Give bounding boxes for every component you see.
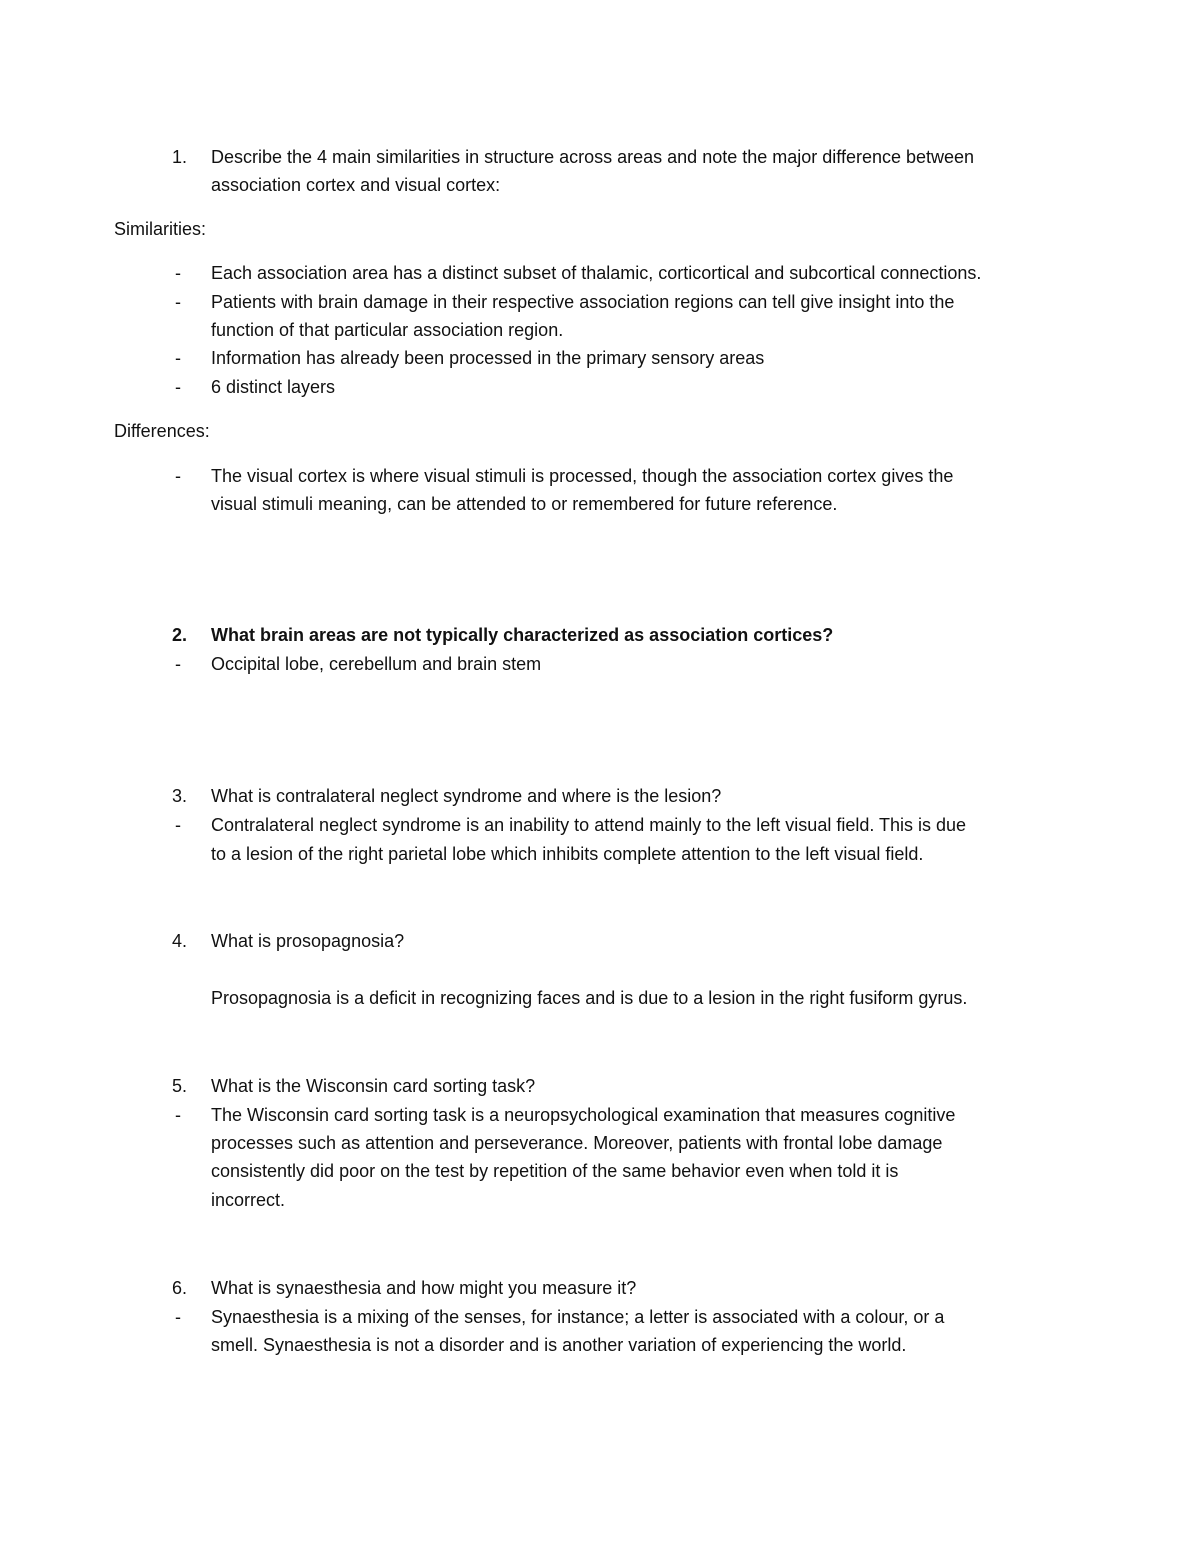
similarity-item-4: 6 distinct layers — [211, 377, 336, 397]
q5-answer-line4: incorrect. — [211, 1190, 286, 1210]
q5-answer-line2: processes such as attention and perseverance. Moreover, patients with frontal lobe damage — [211, 1133, 943, 1153]
list-item-dash: - — [175, 466, 181, 486]
difference-item-1-line1: The visual cortex is where visual stimuli is processed, though the association cortex gives the — [211, 466, 954, 486]
q3-number: 3. — [172, 786, 188, 806]
list-item-dash: - — [175, 1307, 181, 1327]
q6-number: 6. — [172, 1278, 188, 1298]
q4-question: What is prosopagnosia? — [211, 931, 405, 951]
similarity-item-2-line1: Patients with brain damage in their respective association regions can tell give insight into the — [211, 292, 955, 312]
q6-answer-line2: smell. Synaesthesia is not a disorder and is another variation of experiencing the world. — [211, 1335, 907, 1355]
q5-answer-line3: consistently did poor on the test by repetition of the same behavior even when told it is — [211, 1161, 899, 1181]
similarities-heading: Similarities: — [114, 219, 207, 239]
similarity-item-2-line2: function of that particular association region. — [211, 320, 564, 340]
differences-heading: Differences: — [114, 421, 210, 441]
q4-number: 4. — [172, 931, 188, 951]
q5-answer-line1: The Wisconsin card sorting task is a neuropsychological examination that measures cognitive — [211, 1105, 956, 1125]
q2-number: 2. — [172, 625, 188, 645]
list-item-dash: - — [175, 815, 181, 835]
q6-question: What is synaesthesia and how might you measure it? — [211, 1278, 637, 1298]
list-item-dash: - — [175, 654, 181, 674]
list-item-dash: - — [175, 263, 181, 283]
q5-question: What is the Wisconsin card sorting task? — [211, 1076, 536, 1096]
list-item-dash: - — [175, 377, 181, 397]
list-item-dash: - — [175, 1105, 181, 1125]
difference-item-1-line2: visual stimuli meaning, can be attended to or remembered for future reference. — [211, 494, 838, 514]
q2-answer: Occipital lobe, cerebellum and brain stem — [211, 654, 542, 674]
list-item-dash: - — [175, 348, 181, 368]
similarity-item-3: Information has already been processed in the primary sensory areas — [211, 348, 765, 368]
q6-answer-line1: Synaesthesia is a mixing of the senses, for instance; a letter is associated with a colour, or a — [211, 1307, 945, 1327]
q4-answer: Prosopagnosia is a deficit in recognizing faces and is due to a lesion in the right fusiform gyrus. — [211, 988, 968, 1008]
q3-question: What is contralateral neglect syndrome and where is the lesion? — [211, 786, 722, 806]
similarity-item-1: Each association area has a distinct subset of thalamic, corticortical and subcortical connections. — [211, 263, 982, 283]
q1-question-line1: Describe the 4 main similarities in structure across areas and note the major difference between — [211, 147, 975, 167]
q5-number: 5. — [172, 1076, 188, 1096]
q1-number: 1. — [172, 147, 188, 167]
q1-question-line2: association cortex and visual cortex: — [211, 175, 501, 195]
q3-answer-line1: Contralateral neglect syndrome is an inability to attend mainly to the left visual field. This is due — [211, 815, 967, 835]
list-item-dash: - — [175, 292, 181, 312]
q3-answer-line2: to a lesion of the right parietal lobe which inhibits complete attention to the left visual field. — [211, 844, 924, 864]
q2-question: What brain areas are not typically characterized as association cortices? — [211, 625, 834, 645]
